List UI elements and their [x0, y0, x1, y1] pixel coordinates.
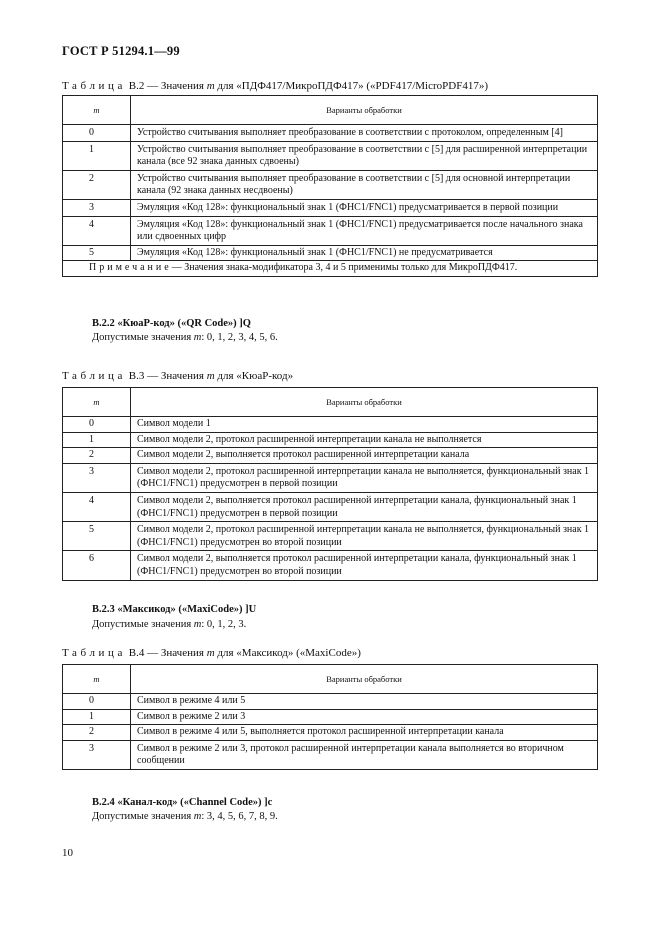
caption-text: для «КюаР-код» [217, 370, 294, 382]
allowed-var: m [193, 332, 202, 343]
table-row [63, 522, 598, 551]
cell-text: Символ в режиме 2 или 3 [131, 709, 598, 725]
table-row [63, 245, 598, 261]
table-row [63, 492, 598, 521]
table-caption-b4 [62, 647, 361, 659]
allowed-values-b22 [92, 332, 278, 343]
caption-text: В.3 — Значения [128, 370, 204, 382]
allowed-values: : 3, 4, 5, 6, 7, 8, 9. [201, 811, 278, 822]
table-row [63, 432, 598, 448]
cell-text: Символ в режиме 2 или 3, протокол расширенной интерпретации канала выполняется во вторичном сообщении [131, 740, 598, 769]
cell-text: Символ модели 2, выполняется протокол расширенной интерпретации канала, функциональный знак 1 (ФНС1/FNC1) предусмотрен во второй позиции [131, 551, 598, 580]
caption-var: m [206, 80, 215, 92]
cell-m: 0 [63, 125, 131, 142]
table-row [63, 463, 598, 492]
allowed-prefix: Допустимые значения [92, 619, 192, 630]
cell-text: Эмуляция «Код 128»: функциональный знак 1 (ФНС1/FNC1) не предусматривается [131, 245, 598, 261]
cell-m: 4 [63, 216, 131, 245]
cell-text: Эмуляция «Код 128»: функциональный знак 1 (ФНС1/FNC1) предусматривается после начального знака или сдвоенных цифр [131, 216, 598, 245]
table-header [63, 388, 598, 417]
cell-m: 0 [63, 417, 131, 433]
section-heading-b23: В.2.3 «Максикод» («MaxiCode») ]U [92, 604, 257, 615]
caption-word: Таблица [62, 80, 126, 92]
table-note [63, 261, 598, 277]
note-text: — Значения знака-модификатора 3, 4 и 5 применимы только для МикроПДФ417. [171, 262, 518, 274]
cell-text: Символ модели 2, протокол расширенной интерпретации канала не выполняется, функциональный знак 1 (ФНС1/FNC1) предусмотрен в первой позиции [131, 463, 598, 492]
caption-word: Таблица [62, 370, 126, 382]
caption-text: В.2 — Значения [128, 80, 204, 92]
cell-m: 6 [63, 551, 131, 580]
cell-m: 1 [63, 432, 131, 448]
cell-m: 1 [63, 141, 131, 170]
cell-m: 2 [63, 170, 131, 199]
table-row [63, 125, 598, 142]
allowed-prefix: Допустимые значения [92, 811, 192, 822]
page-number: 10 [62, 847, 73, 859]
table-row [63, 141, 598, 170]
cell-m: 1 [63, 709, 131, 725]
section-heading-b24: В.2.4 «Канал-код» («Channel Code») ]c [92, 797, 273, 808]
cell-m: 2 [63, 448, 131, 464]
cell-text: Символ модели 2, протокол расширенной интерпретации канала не выполняется, функциональный знак 1 (ФНС1/FNC1) предусмотрен во второй позиции [131, 522, 598, 551]
caption-var: m [206, 647, 215, 659]
cell-m: 5 [63, 245, 131, 261]
table-b3 [62, 387, 598, 581]
cell-text: Символ в режиме 4 или 5 [131, 694, 598, 710]
caption-text: для «ПДФ417/МикроПДФ417» («PDF417/MicroPDF417») [217, 80, 489, 92]
cell-text: Символ в режиме 4 или 5, выполняется протокол расширенной интерпретации канала [131, 725, 598, 741]
column-header-m: m [63, 665, 131, 694]
caption-text: В.4 — Значения [128, 647, 204, 659]
table-note-row [63, 261, 598, 277]
allowed-var: m [193, 619, 202, 630]
table-caption-b2 [62, 80, 488, 92]
allowed-values-b24 [92, 811, 278, 822]
table-row [63, 709, 598, 725]
table-caption-b3 [62, 370, 293, 382]
cell-m: 3 [63, 740, 131, 769]
cell-m: 5 [63, 522, 131, 551]
table-row [63, 551, 598, 580]
table-b4 [62, 664, 598, 770]
allowed-prefix: Допустимые значения [92, 332, 192, 343]
allowed-values: : 0, 1, 2, 3, 4, 5, 6. [201, 332, 278, 343]
table-header [63, 665, 598, 694]
cell-m: 4 [63, 492, 131, 521]
cell-m: 3 [63, 463, 131, 492]
caption-text: для «Максикод» («MaxiCode») [217, 647, 361, 659]
column-header-m: m [63, 96, 131, 125]
table-row [63, 216, 598, 245]
allowed-var: m [193, 811, 202, 822]
column-header-variants: Варианты обработки [131, 388, 598, 417]
cell-text: Символ модели 2, выполняется протокол расширенной интерпретации канала [131, 448, 598, 464]
table-b2 [62, 95, 598, 277]
cell-text: Устройство считывания выполняет преобразование в соответствии с [5] для расширенной интерпретации канала (все 92 знака данных сдвоены) [131, 141, 598, 170]
column-header-variants: Варианты обработки [131, 665, 598, 694]
cell-text: Символ модели 1 [131, 417, 598, 433]
cell-text: Символ модели 2, протокол расширенной интерпретации канала не выполняется [131, 432, 598, 448]
table-header [63, 96, 598, 125]
allowed-values: : 0, 1, 2, 3. [201, 619, 247, 630]
document-code: ГОСТ Р 51294.1—99 [62, 44, 180, 58]
section-heading-b22: В.2.2 «КюаР-код» («QR Code») ]Q [92, 318, 251, 329]
table-row [63, 448, 598, 464]
cell-m: 2 [63, 725, 131, 741]
table-row [63, 199, 598, 216]
column-header-m: m [63, 388, 131, 417]
table-row [63, 417, 598, 433]
cell-text: Символ модели 2, выполняется протокол расширенной интерпретации канала, функциональный знак 1 (ФНС1/FNC1) предусмотрен в первой позиции [131, 492, 598, 521]
cell-text: Устройство считывания выполняет преобразование в соответствии с [5] для основной интерпретации канала (92 знака данных несдвоены) [131, 170, 598, 199]
table-row [63, 170, 598, 199]
cell-text: Устройство считывания выполняет преобразование в соответствии с протоколом, определенным [4] [131, 125, 598, 142]
cell-m: 3 [63, 199, 131, 216]
cell-text: Эмуляция «Код 128»: функциональный знак 1 (ФНС1/FNC1) предусматривается в первой позиции [131, 199, 598, 216]
note-word: Примечание [89, 262, 172, 274]
column-header-variants: Варианты обработки [131, 96, 598, 125]
allowed-values-b23 [92, 619, 246, 630]
table-row [63, 725, 598, 741]
table-row [63, 740, 598, 769]
caption-word: Таблица [62, 647, 126, 659]
cell-m: 0 [63, 694, 131, 710]
table-row [63, 694, 598, 710]
caption-var: m [206, 370, 215, 382]
